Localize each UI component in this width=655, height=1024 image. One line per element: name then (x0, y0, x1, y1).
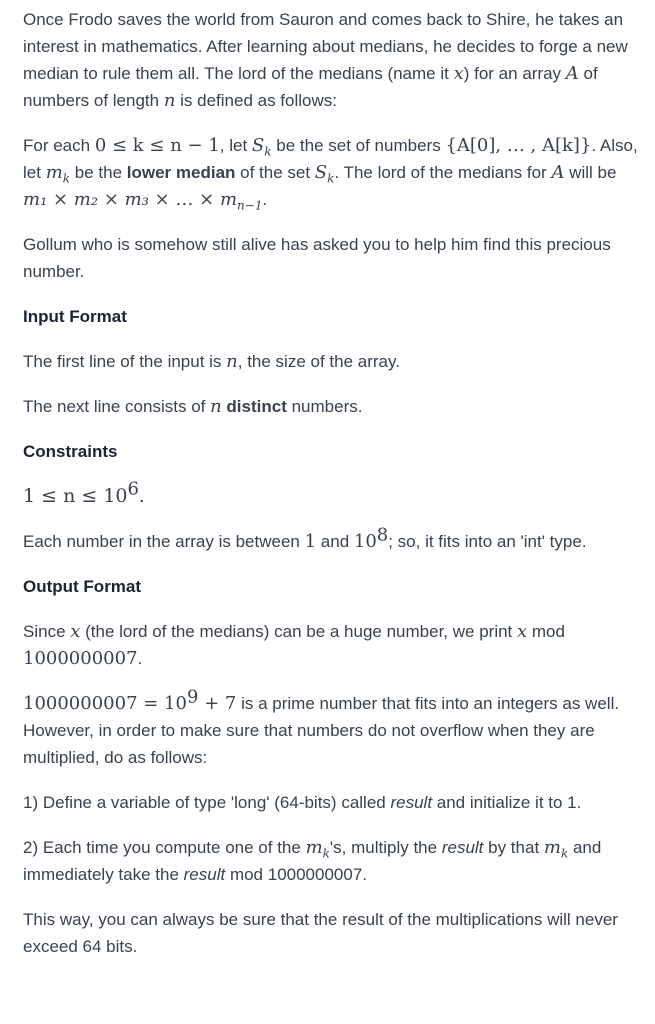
math-mk: $m_k$ (45, 162, 71, 186)
input-line-1: The first line of the input is n, the size of the array. (23, 351, 400, 372)
gollum-paragraph: Gollum who is somehow still alive has asked you to help him find this precious number. (23, 235, 611, 281)
step-1: 1) Define a variable of type 'long' (64-bits) called result and initialize it to 1. (23, 793, 582, 812)
output-format-heading: Output Format (23, 577, 142, 596)
math-x: x (453, 63, 464, 84)
math-A-2: A (551, 162, 565, 183)
intro-paragraph: Once Frodo saves the world from Sauron and comes back to Shire, he takes an interest in mathematics. After learning about medians, he decides to forge a new median to rule them all. The lord of the medians (name it x) for an array A of numbers of length n is defined as follows: (23, 10, 628, 111)
constraints-heading: Constraints (23, 442, 118, 461)
constraints-formula: $1 \le n \le 10^6$. (23, 478, 145, 507)
constraints-range: Each number in the array is between 1 and $10^8$; so, it fits into an 'int' type. (23, 524, 587, 552)
input-format-heading: Input Format (23, 307, 127, 326)
math-n: n (163, 90, 176, 111)
math-set: {A[0], … , A[k]} (445, 135, 592, 156)
step-2: 2) Each time you compute one of the $m_k's$, multiply the result by that $m_k$ and immediately take the result mod 1000000007. (23, 837, 602, 884)
output-since-paragraph: Since x (the lord of the medians) can be a huge number, we print x mod 1000000007. (23, 621, 565, 669)
prime-paragraph: $1000000007 = 10^9 + 7$ is a prime number that fits into an integers as well. However, in order to make sure that numbers do not overflow when they are multiplied, do as follows: (23, 686, 620, 767)
math-range: 0 ≤ k ≤ n − 1 (94, 135, 220, 156)
final-paragraph: This way, you can always be sure that the result of the multiplications will never exceed 64 bits. (23, 910, 618, 956)
math-product: m₁ × m₂ × m₃ × … × $m_{n-1}$ (23, 189, 263, 213)
math-Sk: $S_k$ (251, 135, 272, 159)
definition-paragraph: For each 0 ≤ k ≤ n − 1, let $S_k$ be the set of numbers {A[0], … , A[k]}. Also, let $m_k$ be the lower median of the set $S_k$. The lord of the medians for A will be m₁ × m₂ × m₃ × … × $m_{n-1}$. (23, 135, 638, 213)
math-Sk-2: $S_k$ (314, 162, 335, 186)
input-line-2: The next line consists of n distinct numbers. (23, 396, 363, 417)
math-A: A (565, 63, 579, 84)
lower-median-term: lower median (126, 163, 236, 182)
